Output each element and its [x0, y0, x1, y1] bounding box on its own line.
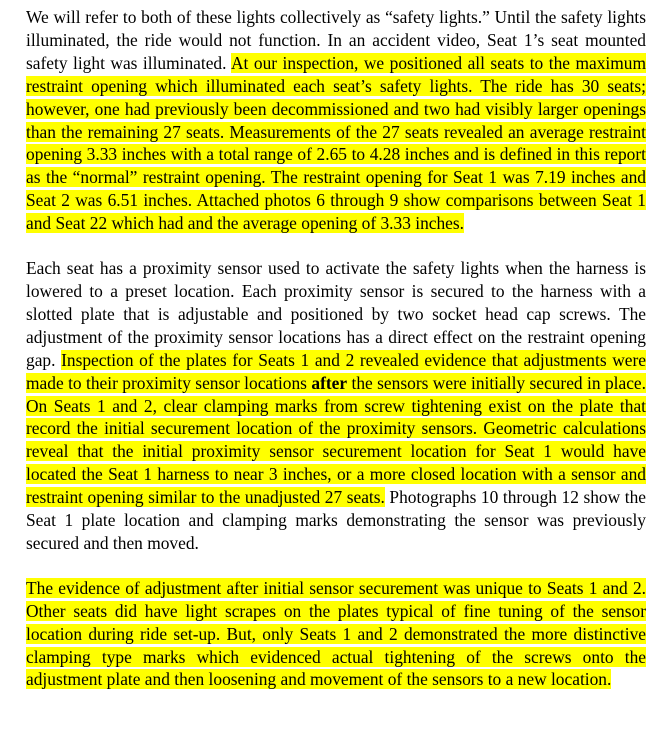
bold-highlighted-text: after [311, 372, 348, 393]
text-segment: Each seat has a proximity sensor used to activate the safety lights when the harness is lowered to a preset location. Each proximity sensor is secured to the harness with a slotted plate that is adjustable and positioned by two socket head cap screws. The adjustment of the proximity sensor locations has a direct effect on the restraint opening gap. [26, 258, 646, 370]
text-segment: We will refer to both of these lights collectively as “safety lights.” Until the safety lights illuminated, the ride would not function. In an accident video, Seat 1’s seat mounted safety light was illuminated. [26, 7, 646, 73]
highlighted-text: the sensors were initially secured in place. On Seats 1 and 2, clear clamping marks from screw tightening exist on the plate that record the initial securement location of the proximity sensors. Geometric calculations reveal that the initial proximity sensor securement location for Seat 1 would have located the Seat 1 harness to near 3 inches, or a more closed location with a sensor and restraint opening similar to the unadjusted 27 seats. [26, 372, 646, 508]
highlighted-text: At our inspection, we positioned all seats to the maximum restraint opening which illuminated each seat’s safety lights. The ride has 30 seats; however, one had previously been decommissioned and two had visibly larger openings than the remaining 27 seats. Measurements of the 27 seats revealed an average restraint opening 3.33 inches with a total range of 2.65 to 4.28 inches and is defined in this report as the “normal” restraint opening. The restraint opening for Seat 1 was 7.19 inches and Seat 2 was 6.51 inches. Attached photos 6 through 9 show comparisons between Seat 1 and Seat 22 which had and the average opening of 3.33 inches. [26, 52, 646, 234]
highlighted-text: Inspection of the plates for Seats 1 and 2 revealed evidence that adjustments were made to their proximity sensor locations [26, 349, 646, 393]
text-segment: Photographs 10 through 12 show the Seat 1 plate location and clamping marks demonstrating the sensor was previously secured and then moved. [26, 487, 646, 553]
paragraph-adjustment-evidence [26, 577, 646, 692]
highlighted-text: The evidence of adjustment after initial sensor securement was unique to Seats 1 and 2. Other seats did have light scrapes on the plates typical of fine tuning of the sensor location during ride set-up. But, only Seats 1 and 2 demonstrated the more distinctive clamping type marks which evidenced actual tightening of the screws onto the adjustment plate and then loosening and movement of the sensors to a new location. [26, 577, 646, 690]
paragraph-proximity-sensor [26, 257, 646, 555]
paragraph-safety-lights [26, 6, 646, 235]
